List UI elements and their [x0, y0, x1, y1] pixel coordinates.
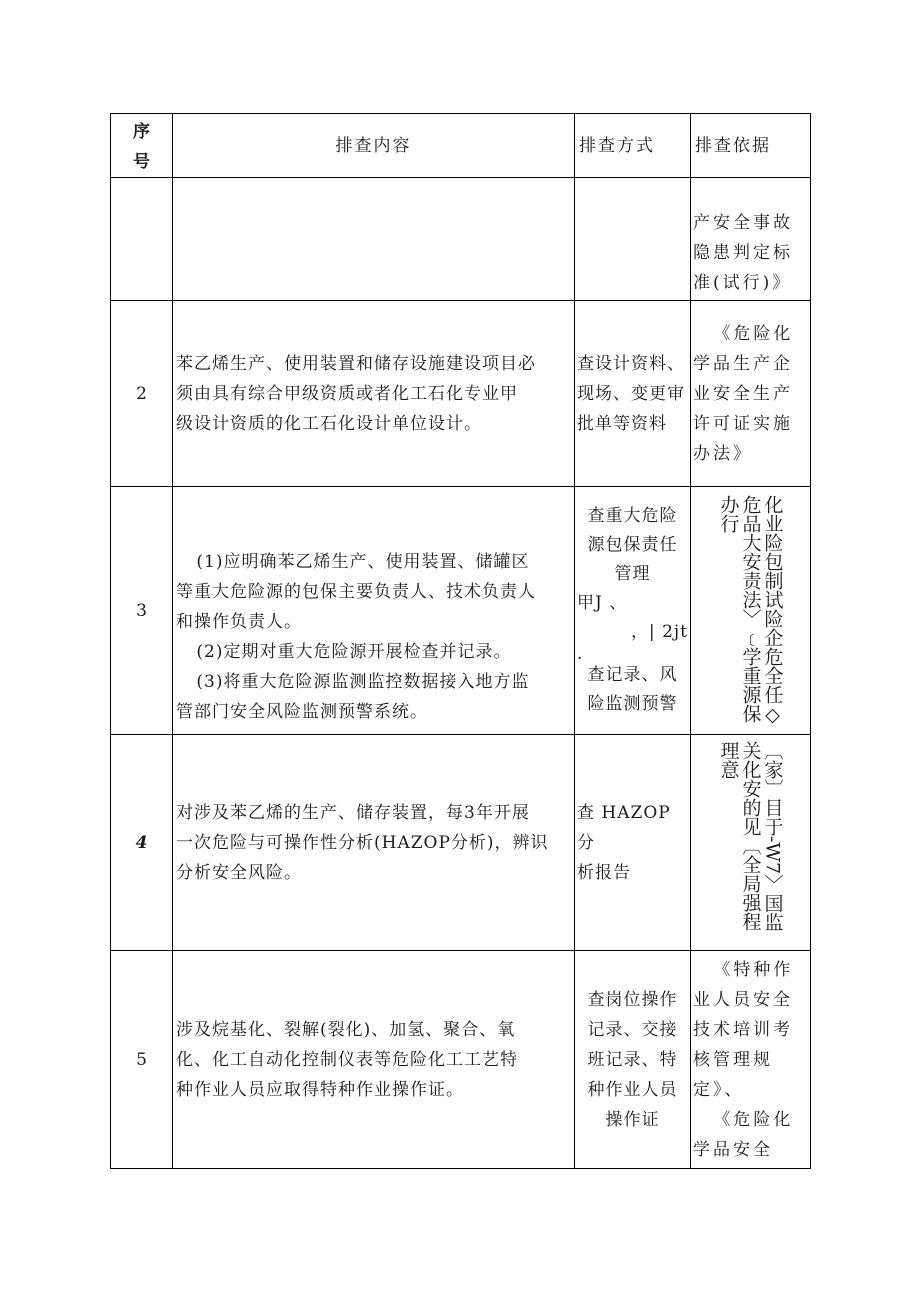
row-method: 查 HAZOP 分 析报告	[575, 735, 691, 951]
table-row	[111, 178, 811, 301]
table-row	[111, 735, 811, 951]
header-basis: 排查依据	[691, 114, 811, 178]
table-header-row	[111, 114, 811, 178]
row-content	[173, 178, 575, 301]
row-content: 苯乙烯生产、使用装置和储存设施建设项目必 须由具有综合甲级资质或者化工石化专业甲 级设计资质的化工石化设计单位设计。	[173, 301, 575, 487]
table-row	[111, 301, 811, 487]
row-basis	[691, 735, 811, 951]
row-method: 查岗位操作 记录、交接 班记录、特 种作业人员 操作证	[575, 951, 691, 1169]
vertical-basis-text: 〔家〕目于-W7〉国监关化安的见〔全局强程理意	[717, 741, 784, 932]
row-basis: 产安全事故 隐患判定标 准(试行)》	[691, 178, 811, 301]
row-number: 3	[111, 487, 173, 735]
vertical-basis-text: 化业险包制试险企危全任◇危品大安责法〉﹝学重源保办行	[717, 495, 784, 726]
row-method	[575, 178, 691, 301]
row-number	[111, 178, 173, 301]
hazard-inspection-table	[110, 113, 811, 1169]
header-serial-number: 序 号	[111, 114, 173, 178]
table-row	[111, 487, 811, 735]
row-content: (1)应明确苯乙烯生产、使用装置、储罐区 等重大危险源的包保主要负责人、技术负责人 和操作负责人。 (2)定期对重大危险源开展检查并记录。 (3)将重大危险源监测监控数据接入地方监 管部门安全风险监测预警系统。	[173, 487, 575, 735]
row-basis: 《危险化 学品生产企 业安全生产 许可证实施 办法》	[691, 301, 811, 487]
header-content: 排查内容	[173, 114, 575, 178]
row-method: 查重大危险 源包保责任 管理 甲J 、 ，| 2jt . 查记录、风 险监测预警	[575, 487, 691, 735]
row-number: 4	[111, 735, 173, 951]
row-basis	[691, 487, 811, 735]
row-number: 5	[111, 951, 173, 1169]
row-number: 2	[111, 301, 173, 487]
row-content: 涉及烷基化、裂解(裂化)、加氢、聚合、氧 化、化工自动化控制仪表等危险化工工艺特 种作业人员应取得特种作业操作证。	[173, 951, 575, 1169]
row-basis: 《特种作 业人员安全 技术培训考 核管理规 定》、 《危险化 学品安全	[691, 951, 811, 1169]
row-content: 对涉及苯乙烯的生产、储存装置，每3年开展 一次危险与可操作性分析(HAZOP分析)，辨识 分析安全风险。	[173, 735, 575, 951]
row-method: 查设计资料、 现场、变更审 批单等资料	[575, 301, 691, 487]
header-method: 排查方式	[575, 114, 691, 178]
table-row	[111, 951, 811, 1169]
